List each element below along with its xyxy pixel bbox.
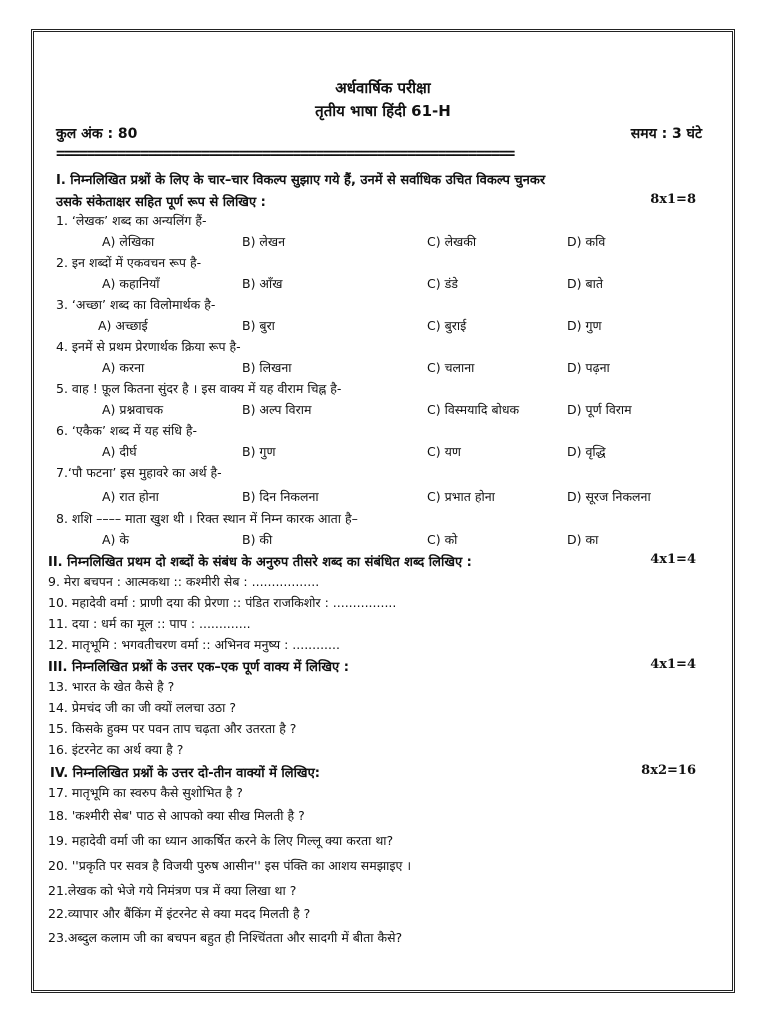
- question-10: 10. महादेवी वर्मा : प्राणी दया की प्रेरणा :: पंडित राजकिशोर : ................: [48, 595, 397, 610]
- q2-option-c: C) डंडे: [427, 276, 458, 291]
- q6-option-a: A) दीर्घ: [102, 444, 137, 459]
- separator-rule: ============================================================: [56, 144, 514, 162]
- q7-option-a: A) रात होना: [102, 489, 159, 504]
- q7-option-b: B) दिन निकलना: [242, 489, 319, 504]
- question-11: 11. दया : धर्म का मूल :: पाप : .............: [48, 616, 251, 631]
- q8-option-b: B) की: [242, 532, 273, 547]
- q7-option-c: C) प्रभात होना: [427, 489, 495, 504]
- question-18: 18. 'कश्मीरी सेब' पाठ से आपको क्या सीख मिलती है ?: [48, 808, 305, 823]
- q4-option-a: A) करना: [102, 360, 145, 375]
- q8-option-a: A) के: [102, 532, 130, 547]
- q5-option-a: A) प्रश्नवाचक: [102, 402, 164, 417]
- q6-option-d: D) वृद्धि: [567, 444, 606, 459]
- question-8: 8. शशि –––– माता खुश थी । रिक्त स्थान में निम्न कारक आता है–: [56, 511, 358, 526]
- question-14: 14. प्रेमचंद जी का जी क्यों ललचा उठा ?: [48, 700, 236, 715]
- q8-option-d: D) का: [567, 532, 599, 547]
- question-2: 2. इन शब्दों में एकवचन रूप है-: [56, 255, 202, 270]
- q3-option-a: A) अच्छाई: [98, 318, 148, 333]
- question-3: 3. ‘अच्छा’ शब्द का विलोमार्थक है-: [56, 297, 216, 312]
- question-1: 1. ‘लेखक’ शब्द का अन्यलिंग हैं-: [56, 213, 207, 228]
- q2-option-a: A) कहानियाँ: [102, 276, 160, 291]
- exam-title: अर्धवार्षिक परीक्षा: [335, 79, 431, 97]
- q2-option-b: B) आँख: [242, 276, 283, 291]
- q7-option-d: D) सूरज निकलना: [567, 489, 651, 504]
- q4-option-b: B) लिखना: [242, 360, 292, 375]
- q4-option-d: D) पढ़ना: [567, 360, 610, 375]
- section-2-heading: II. निम्नलिखित प्रथम दो शब्दों के संबंध के अनुरुप तीसरे शब्द का संबंधित शब्द लिखिए :: [48, 555, 472, 570]
- q1-option-a: A) लेखिका: [102, 234, 155, 249]
- paper-border: [31, 29, 735, 993]
- section-1-marks: 8x1=8: [650, 192, 696, 207]
- question-21: 21.लेखक को भेजे गये निमंत्रण पत्र में क्या लिखा था ?: [48, 883, 297, 898]
- question-20: 20. ''प्रकृति पर सवत्र है विजयी पुरुष आसीन'' इस पंक्ति का आशय समझाइए ।: [48, 858, 412, 873]
- q6-option-c: C) यण: [427, 444, 461, 459]
- q3-option-d: D) गुण: [567, 318, 602, 333]
- question-12: 12. मातृभूमि : भगवतीचरण वर्मा :: अभिनव मनुष्य : ............: [48, 637, 340, 652]
- q5-option-b: B) अल्प विराम: [242, 402, 312, 417]
- q3-option-c: C) बुराई: [427, 318, 467, 333]
- q8-option-c: C) को: [427, 532, 458, 547]
- question-4: 4. इनमें से प्रथम प्रेरणार्थक क्रिया रूप है-: [56, 339, 241, 354]
- exam-subject: तृतीय भाषा हिंदी 61-H: [315, 102, 451, 120]
- q6-option-b: B) गुण: [242, 444, 276, 459]
- section-4-heading: IV. निम्नलिखित प्रश्नों के उत्तर दो-तीन वाक्यों में लिखिए:: [50, 766, 320, 781]
- q1-option-b: B) लेखन: [242, 234, 286, 249]
- q3-option-b: B) बुरा: [242, 318, 275, 333]
- question-23: 23.अब्दुल कलाम जी का बचपन बहुत ही निश्चिंतता और सादगी में बीता कैसे?: [48, 930, 403, 945]
- question-6: 6. ‘एकैक’ शब्द में यह संधि है-: [56, 423, 198, 438]
- section-2-marks: 4x1=4: [650, 552, 696, 567]
- question-7: 7.‘पौ फटना’ इस मुहावरे का अर्थ है-: [56, 465, 222, 480]
- total-marks: कुल अंक : 80: [56, 126, 138, 142]
- q5-option-c: C) विस्मयादि बोधक: [427, 402, 520, 417]
- q1-option-c: C) लेखकी: [427, 234, 477, 249]
- q2-option-d: D) बाते: [567, 276, 603, 291]
- question-13: 13. भारत के खेत कैसे है ?: [48, 679, 175, 694]
- q1-option-d: D) कवि: [567, 234, 606, 249]
- section-1-heading-cont: उसके संकेताक्षर सहित पूर्ण रूप से लिखिए :: [56, 195, 266, 210]
- question-9: 9. मेरा बचपन : आत्मकथा :: कश्मीरी सेब : .................: [48, 574, 320, 589]
- section-3-heading: III. निम्नलिखित प्रश्नों के उत्तर एक–एक पूर्ण वाक्य में लिखिए :: [48, 660, 349, 675]
- section-4-marks: 8x2=16: [641, 763, 696, 778]
- question-19: 19. महादेवी वर्मा जी का ध्यान आकर्षित करने के लिए गिल्लू क्या करता था?: [48, 833, 394, 848]
- q4-option-c: C) चलाना: [427, 360, 475, 375]
- question-17: 17. मातृभूमि का स्वरुप कैसे सुशोभित है ?: [48, 785, 243, 800]
- question-5: 5. वाह ! फ़ूल कितना सुंदर है । इस वाक्य में यह वीराम चिह्न है-: [56, 381, 342, 396]
- question-16: 16. इंटरनेट का अर्थ क्या है ?: [48, 742, 184, 757]
- q5-option-d: D) पूर्ण विराम: [567, 402, 632, 417]
- question-22: 22.व्यापार और बैंकिंग में इंटरनेट से क्या मदद मिलती है ?: [48, 906, 311, 921]
- exam-time: समय : 3 घंटे: [630, 126, 702, 142]
- section-1-heading: I. निम्नलिखित प्रश्नों के लिए के चार–चार विकल्प सुझाए गये हैं, उनमें से सर्वाधिक उचित विकल्प चुनकर: [56, 173, 546, 188]
- question-15: 15. किसके हुक्म पर पवन ताप चढ़ता और उतरता है ?: [48, 721, 297, 736]
- section-3-marks: 4x1=4: [650, 657, 696, 672]
